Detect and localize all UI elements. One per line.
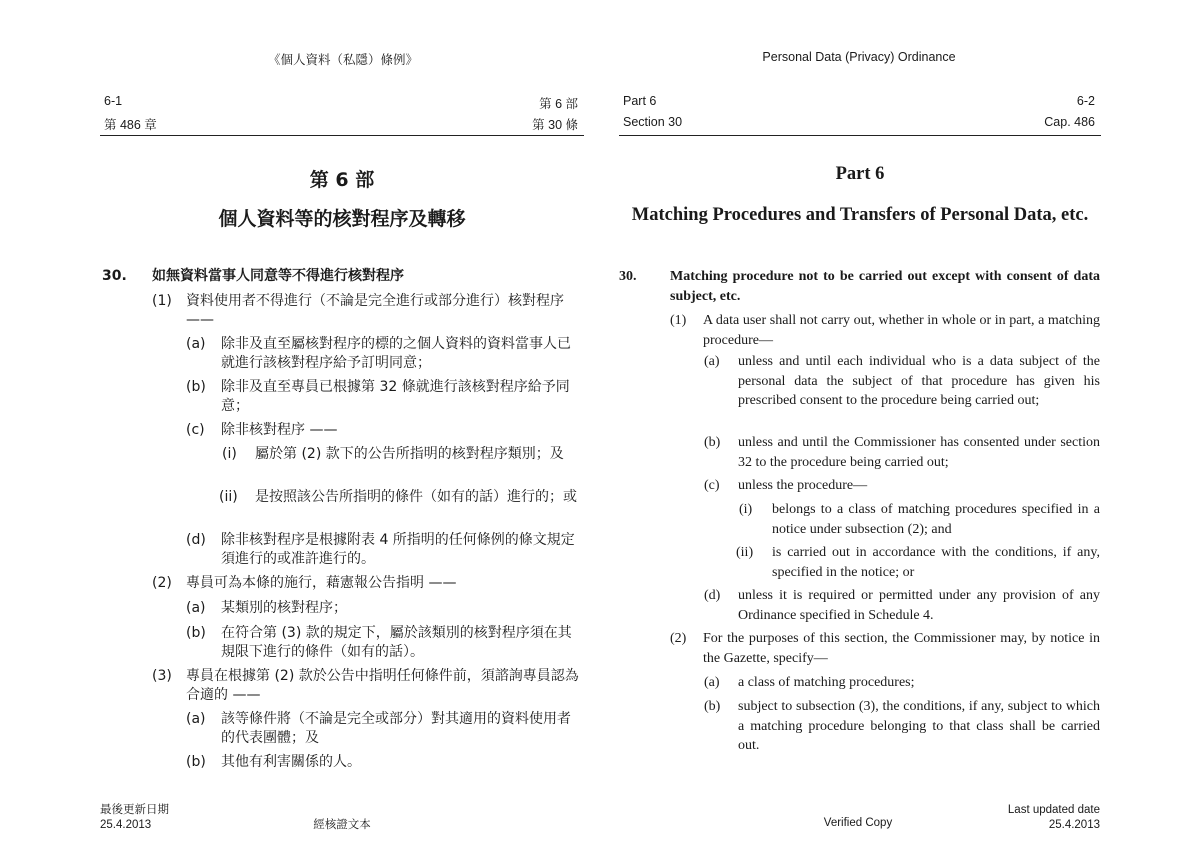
left-chapter: 第 486 章 — [104, 118, 157, 132]
left-section-label: 第 30 條 — [532, 118, 578, 132]
left-subpara-1cii-number: (ii) — [219, 489, 238, 505]
left-subsection-1-number: (1) — [152, 293, 172, 309]
left-part-subtitle: 個人資料等的核對程序及轉移 — [218, 208, 466, 230]
right-section-number: 30. — [619, 269, 637, 284]
right-part-subtitle: Matching Procedures and Transfers of Personal Data, etc. — [631, 205, 1089, 225]
left-part-title: 第 6 部 — [309, 169, 375, 191]
right-subpara-1ci-number: (i) — [739, 502, 753, 517]
right-section-heading: Matching procedure not to be carried out except with consent of data subject, etc. — [670, 269, 1100, 304]
left-footer-verified: 經核證文本 — [313, 819, 371, 831]
right-page-number: 6-2 — [1076, 94, 1095, 108]
right-para-1d-number: (d) — [704, 588, 721, 603]
right-para-1c-number: (c) — [704, 478, 720, 493]
left-section-heading: 如無資料當事人同意等不得進行核對程序 — [152, 268, 404, 284]
left-para-2a-number: (a) — [186, 600, 206, 616]
left-subpara-1ci-number: (i) — [222, 446, 237, 462]
left-header-rule — [100, 135, 584, 136]
left-para-3b-text: 其他有利害關係的人。 — [221, 754, 361, 770]
right-para-1a-text: unless and until each individual who is a data subject of the personal data the subject of that procedure has given his prescribed consent to the procedure being carried out; — [738, 354, 1100, 408]
left-subsection-2-number: (2) — [152, 575, 172, 591]
left-subsection-3-text: 專員在根據第 (2) 款於公告中指明任何條件前，須諮詢專員認為合適的 —— — [186, 668, 579, 703]
right-subsection-2-text: For the purposes of this section, the Commissioner may, by notice in the Gazette, specify— — [703, 631, 1100, 666]
left-para-2b-number: (b) — [186, 625, 206, 641]
right-part-title: Part 6 — [835, 164, 885, 184]
left-para-1a-number: (a) — [186, 336, 206, 352]
left-para-2b-text: 在符合第 (3) 款的規定下，屬於該類別的核對程序須在其規限下進行的條件（如有的話）。 — [221, 625, 572, 660]
left-running-head: 《個人資料（私隱）條例》 — [268, 53, 419, 67]
left-para-3a-text: 該等條件將（不論是完全或部分）對其適用的資料使用者的代表團體；及 — [221, 711, 571, 746]
right-subsection-1-number: (1) — [670, 313, 687, 328]
left-section-number: 30. — [102, 268, 127, 284]
right-para-1b-text: unless and until the Commissioner has consented under section 32 to the procedure being carried out; — [738, 435, 1100, 470]
left-para-2a-text: 某類別的核對程序； — [221, 600, 347, 616]
left-subsection-2-text: 專員可為本條的施行，藉憲報公告指明 —— — [186, 575, 457, 591]
right-para-1b-number: (b) — [704, 435, 721, 450]
right-footer-label: Last updated date — [1007, 804, 1100, 816]
right-subsection-2-number: (2) — [670, 631, 687, 646]
left-footer-date: 25.4.2013 — [100, 819, 152, 831]
right-header-rule — [619, 135, 1101, 136]
right-para-2a-number: (a) — [704, 675, 720, 690]
left-subpara-1ci-text: 屬於第 (2) 款下的公告所指明的核對程序類別；及 — [255, 446, 564, 462]
right-section-label: Section 30 — [623, 115, 683, 129]
left-para-3b-number: (b) — [186, 754, 206, 770]
left-subpara-1cii-text: 是按照該公告所指明的條件（如有的話）進行的；或 — [255, 489, 577, 505]
left-para-1d-text: 除非核對程序是根據附表 4 所指明的任何條例的條文規定須進行的或准許進行的。 — [221, 532, 575, 567]
right-part-label: Part 6 — [623, 94, 657, 108]
left-para-3a-number: (a) — [186, 711, 206, 727]
left-para-1c-number: (c) — [186, 422, 205, 438]
right-para-1a-number: (a) — [704, 354, 720, 369]
left-para-1a-text: 除非及直至屬核對程序的標的之個人資料的資料當事人已就進行該核對程序給予訂明同意； — [221, 336, 571, 371]
right-running-head: Personal Data (Privacy) Ordinance — [762, 50, 956, 64]
left-subsection-3-number: (3) — [152, 668, 172, 684]
right-para-2a-text: a class of matching procedures; — [738, 675, 915, 690]
right-para-2b-number: (b) — [704, 699, 721, 714]
right-subsection-1-text: A data user shall not carry out, whether in whole or in part, a matching procedure— — [703, 313, 1100, 348]
left-subsection-1-text: 資料使用者不得進行（不論是完全進行或部分進行）核對程序 —— — [186, 293, 564, 328]
left-footer-label: 最後更新日期 — [100, 804, 169, 816]
left-para-1b-number: (b) — [186, 379, 206, 395]
right-footer-verified: Verified Copy — [823, 817, 893, 829]
right-chapter: Cap. 486 — [1044, 115, 1095, 129]
right-subpara-1cii-number: (ii) — [736, 545, 754, 560]
left-para-1b-text: 除非及直至專員已根據第 32 條就進行該核對程序給予同意； — [221, 379, 570, 414]
right-para-1c-text: unless the procedure— — [738, 478, 868, 493]
left-part-label: 第 6 部 — [539, 97, 578, 111]
left-para-1d-number: (d) — [186, 532, 206, 548]
right-subpara-1ci-text: belongs to a class of matching procedures specified in a notice under subsection (2); and — [772, 502, 1100, 537]
right-para-2b-text: subject to subsection (3), the conditions, if any, subject to which a matching procedure belonging to that class shall be carried out. — [738, 699, 1100, 753]
right-para-1d-text: unless it is required or permitted under any provision of any Ordinance specified in Schedule 4. — [738, 588, 1100, 623]
left-page-number: 6-1 — [104, 94, 123, 108]
right-footer-date: 25.4.2013 — [1048, 819, 1100, 831]
right-subpara-1cii-text: is carried out in accordance with the conditions, if any, specified in the notice; or — [772, 545, 1100, 580]
left-para-1c-text: 除非核對程序 —— — [221, 422, 338, 438]
